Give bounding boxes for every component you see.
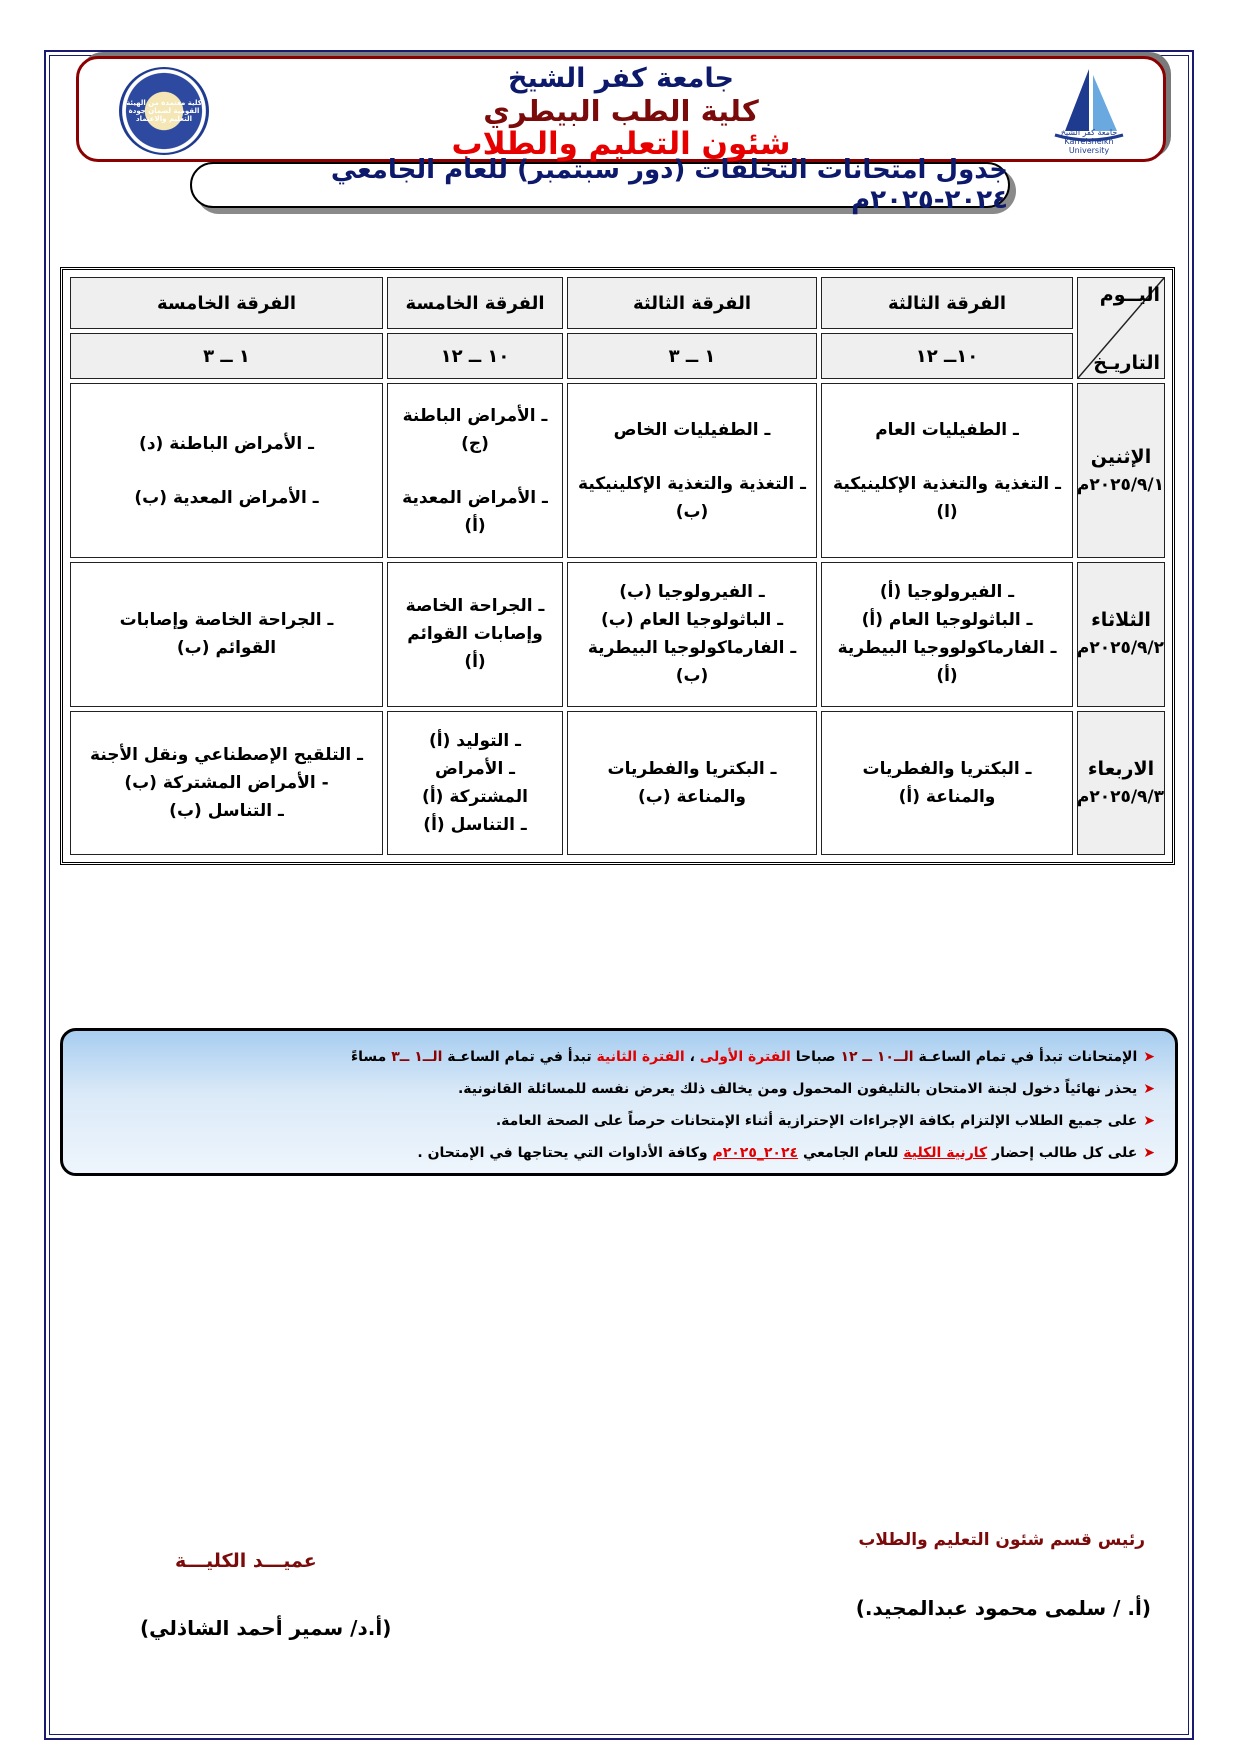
exam-cell: [567, 562, 817, 706]
exam-subject: القوائم (ب): [176, 638, 277, 659]
signature-title-dept-head: رئيس قسم شئون التعليم والطلاب: [858, 1530, 1145, 1550]
note-time-evening: الــ١ ــ٣: [391, 1049, 443, 1065]
schedule-title: جدول امتحانات التخلفات (دور سبتمبر) للعام الجامعي ٢٠٢٤-٢٠٢٥م: [330, 155, 1008, 215]
exam-subject: ـ الأمراض الباطنة (ج): [402, 405, 548, 454]
university-name: جامعة كفر الشيخ: [507, 63, 734, 94]
exam-subject: ـ الفيرولوجيا (أ): [879, 582, 1015, 603]
day-name: الاربعاء: [1087, 757, 1155, 780]
arrow-bullet-icon: ➤: [1143, 1145, 1155, 1161]
table-row: [70, 711, 1165, 855]
table-row: [70, 562, 1165, 706]
exam-subject: ـ الجراحة الخاصة وإصابات: [119, 610, 334, 631]
day-date: ٢٠٢٥/٩/٢م: [1076, 638, 1164, 659]
note-text: صباحا: [790, 1049, 841, 1065]
accreditation-logo: [119, 67, 209, 155]
exam-subject: ـ الفيرولوجيا (ب): [619, 582, 765, 603]
exam-subject: ـ الفارماكولوجيا البيطرية (ب): [587, 638, 797, 687]
exam-subject: ـ الباثولوجيا العام (ب): [600, 610, 784, 631]
faculty-name: كلية الطب البيطري: [483, 94, 759, 128]
day-name: الإثنين: [1090, 445, 1152, 468]
schedule-table-wrapper: [60, 267, 1175, 865]
exam-subject: - الأمراض المشتركة (ب): [124, 772, 329, 793]
note-college-card: كارنية الكلية: [903, 1145, 988, 1161]
exam-subject: ـ التناسل (ب): [169, 800, 284, 821]
exam-cell: [567, 711, 817, 855]
day-cell: [1077, 711, 1165, 855]
exam-subject: ـ الجراحة الخاصة: [405, 596, 545, 617]
day-cell: [1077, 383, 1165, 558]
note-id-card: [83, 1137, 1155, 1169]
note-academic-year: ٢٠٢٤_٢٠٢٥م: [712, 1145, 799, 1161]
exam-cell: [70, 562, 383, 706]
exam-subject: ـ الطفيليات العام: [875, 419, 1019, 440]
column-level-2: الفرقة الثالثة: [567, 277, 817, 329]
schedule-title-banner: [190, 155, 1010, 215]
header-row-times: [70, 333, 1165, 379]
exam-cell: [70, 383, 383, 558]
day-date-corner-cell: [1077, 277, 1165, 379]
university-logo-text: جامعة كفر الشيخ Kafrelsheikh University: [1060, 128, 1118, 155]
signature-title-dean: عميـــد الكليـــة: [175, 1550, 317, 1572]
note-text: للعام الجامعي: [798, 1145, 904, 1161]
exam-subject: ـ الأمراض المعدية (ب): [134, 487, 319, 508]
exam-subject: ـ الباثولوجيا العام (أ): [861, 610, 1033, 631]
note-text: يحذر نهائياً دخول لجنة الامتحان بالتليفون المحمول ومن يخالف ذلك يعرض نفسه للمسائلة القانونية.: [457, 1081, 1138, 1097]
note-time-morning: الــ١٠ ــ ١٢: [840, 1049, 914, 1065]
exam-subject: ـ الأمراض المعدية (أ): [402, 487, 548, 536]
exam-subject: ـ التناسل (أ): [423, 814, 527, 835]
exam-subject: ـ التغذية والتغذية الإكلينيكية (ب): [578, 473, 806, 522]
column-time-1: ١٠ــ ١٢: [821, 333, 1073, 379]
university-logo: [1045, 65, 1133, 157]
note-mobile-phones: [83, 1073, 1155, 1105]
exam-subject: ـ الأمراض الباطنة (د): [139, 433, 314, 454]
exam-subject: ـ التلقيح الإصطناعي ونقل الأجنة: [90, 744, 363, 765]
day-date: ٢٠٢٥/٩/١م: [1076, 474, 1164, 495]
arrow-bullet-icon: ➤: [1143, 1049, 1155, 1065]
exam-cell: [387, 562, 563, 706]
column-time-4: ١ ــ ٣: [70, 333, 383, 379]
exam-cell: [821, 711, 1073, 855]
exam-subject: ـ البكتريا والفطريات والمناعة (ب): [607, 758, 777, 807]
day-date: ٢٠٢٥/٩/٣م: [1076, 786, 1164, 807]
note-text: مساءً: [351, 1049, 392, 1065]
note-precautions: [83, 1105, 1155, 1137]
exam-subject: ـ الأمراض المشتركة (أ): [422, 758, 528, 807]
header-banner: [76, 56, 1166, 162]
note-text: وكافة الأداوات التي يحتاجها في الإمتحان .: [417, 1145, 713, 1161]
exam-cell: [567, 383, 817, 558]
column-level-4: الفرقة الخامسة: [70, 277, 383, 329]
corner-date-label: التاريـخ: [1093, 352, 1160, 374]
note-text: على جميع الطلاب الإلتزام بكافة الإجراءات الإحترازية أثناء الإمتحانات حرصاً على الصحة العامة.: [495, 1113, 1138, 1129]
note-second-period: الفترة الثانية: [596, 1049, 685, 1065]
exam-cell: [821, 383, 1073, 558]
column-time-2: ١ ــ ٣: [567, 333, 817, 379]
exam-cell: [387, 711, 563, 855]
table-row: [70, 383, 1165, 558]
department-name: شئون التعليم والطلاب: [451, 126, 791, 162]
note-exam-times: [83, 1041, 1155, 1073]
exam-cell: [821, 562, 1073, 706]
exam-subject: وإصابات القوائم (أ): [407, 624, 543, 673]
schedule-table: [66, 273, 1169, 859]
exam-subject: ـ الطفيليات الخاص: [613, 419, 771, 440]
notes-box: [60, 1028, 1178, 1176]
note-text: تبدأ في تمام الساعـة: [442, 1049, 597, 1065]
exam-subject: ـ الفارماكولووجيا البيطرية (أ): [837, 638, 1057, 687]
exam-subject: ـ البكتريا والفطريات والمناعة (أ): [862, 758, 1032, 807]
column-level-3: الفرقة الخامسة: [387, 277, 563, 329]
exam-subject: ـ التوليد (أ): [429, 730, 521, 751]
corner-day-label: اليــوم: [1099, 284, 1160, 306]
note-text: الإمتحانات تبدأ في تمام الساعـة: [913, 1049, 1138, 1065]
note-text: على كل طالب إحضار: [987, 1145, 1138, 1161]
header-titles: [299, 63, 943, 161]
column-level-1: الفرقة الثالثة: [821, 277, 1073, 329]
note-text: ،: [684, 1049, 700, 1065]
day-name: الثلاثاء: [1091, 609, 1151, 632]
signature-name-dept-head: (أ. / سلمى محمود عبدالمجيد.): [855, 1596, 1151, 1620]
arrow-bullet-icon: ➤: [1143, 1081, 1155, 1097]
exam-subject: ـ التغذية والتغذية الإكلينيكية (ا): [833, 473, 1061, 522]
exam-cell: [387, 383, 563, 558]
note-first-period: الفترة الأولى: [699, 1049, 791, 1065]
day-cell: [1077, 562, 1165, 706]
header-row-levels: [70, 277, 1165, 329]
signature-name-dean: (أ.د/ سمير أحمد الشاذلي): [140, 1616, 392, 1640]
accreditation-logo-text: كلية معتمدة من الهيئة القومية لضمان جودة التعليم والاعتماد: [126, 99, 202, 123]
arrow-bullet-icon: ➤: [1143, 1113, 1155, 1129]
column-time-3: ١٠ ــ ١٢: [387, 333, 563, 379]
exam-cell: [70, 711, 383, 855]
